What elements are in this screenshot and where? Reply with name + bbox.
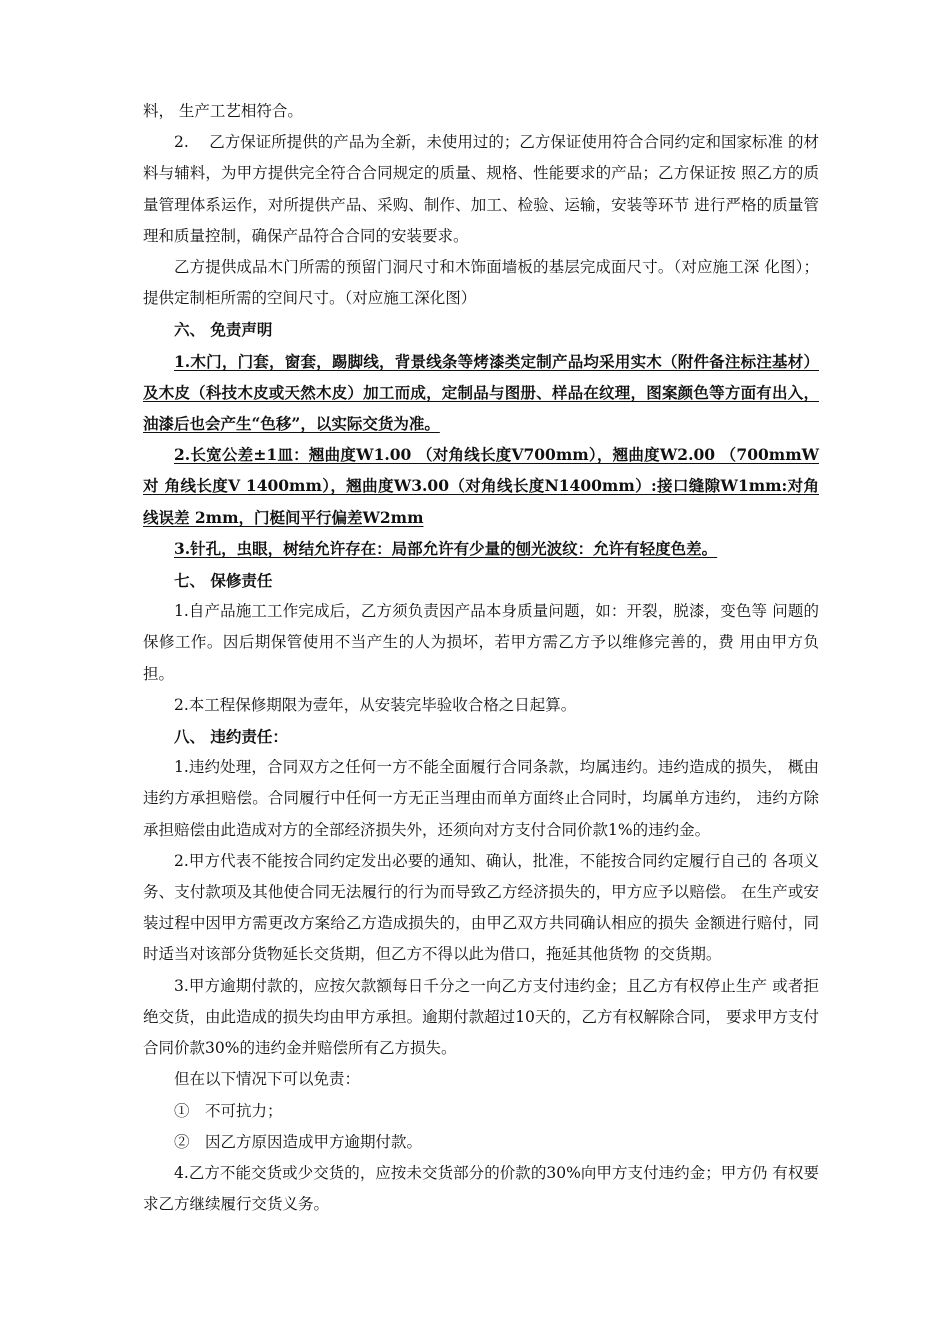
exemption-item-2: ② 因乙方原因造成甲方逾期付款。 <box>174 1132 423 1151</box>
breach-item-3: 3.甲方逾期付款的，应按欠款额每日千分之一向乙方支付违约金；且乙方有权停止生产 或者拒绝交货，由此造成的损失均由甲方承担。逾期付款超过10天的，乙方有权解除合同， 要求甲方支付合同价款30%的违约金并赔偿所有乙方损失。 <box>143 976 819 1058</box>
breach-item-1: 1.违约处理，合同双方之任何一方不能全面履行合同条款，均属违约。违约造成的损失， 概由违约方承担赔偿。合同履行中任何一方无正当理由而单方面终止合同时，均属单方违约， 违约方除承担赔偿由此造成对方的全部经济损失外，还须向对方支付合同价款1%的违约金。 <box>143 758 819 839</box>
breach-item-2: 2.甲方代表不能按合同约定发出必要的通知、确认，批准，不能按合同约定履行自己的 各项义务、支付款项及其他使合同无法履行的行为而导致乙方经济损失的，甲方应予以赔偿。 在生产或安装过程中因甲方需更改方案给乙方造成损失的，由甲乙双方共同确认相应的损失 金额进行赔付，同时适当对该部分货物延长交货期，但乙方不得以此为借口，拖延其他货物 的交货期。 <box>143 851 819 964</box>
paragraph-quality-guarantee: 2. 乙方保证所提供的产品为全新，未使用过的；乙方保证使用符合合同约定和国家标准 的材料与辅料，为甲方提供完全符合合同规定的质量、规格、性能要求的产品；乙方保证按 照乙方的质量管理体系运作，对所提供产品、采购、制作、加工、检验、运输，安装等环节 进行严格的质量管理和质量控制，确保产品符合合同的安装要求。 <box>143 133 819 245</box>
section-heading-disclaimer: 六、 免责声明 <box>174 320 273 340</box>
disclaimer-item-3-wrapper <box>143 533 819 565</box>
section-heading-warranty: 七、 保修责任 <box>174 571 273 591</box>
section-heading-breach: 八、 违约责任： <box>174 727 288 747</box>
disclaimer-item-1: 1.木门，门套，窗套，踢脚线，背景线条等烤漆类定制产品均采用实木（附件备注标注基材）及木皮（科技木皮或天然木皮）加工而成，定制品与图册、样品在纹理，图案颜色等方面有出入，油漆后也会产生“色移”，以实际交货为准。 <box>143 351 819 434</box>
paragraph-continuation: 料， 生产工艺相符合。 <box>143 102 303 120</box>
exemption-item-1: ① 不可抗力； <box>174 1101 283 1120</box>
disclaimer-item-3: 3.针孔，虫眼，树结允许存在：局部允许有少量的刨光波纹：允许有轻度色差。 <box>174 538 718 558</box>
warranty-item-2: 2.本工程保修期限为壹年，从安装完毕验收合格之日起算。 <box>174 695 577 714</box>
disclaimer-item-2: 2.长宽公差±1皿：翘曲度W1.00 （对角线长度V700mm），翘曲度W2.00 （700mmW对 角线长度V 1400mm），翘曲度W3.00（对角线长度N1400mm）:接口缝隙W1mm:对角线误差 2mm，门梃间平行偏差W2mm <box>143 445 819 527</box>
warranty-item-1: 1.自产品施工工作完成后，乙方须负责因产品本身质量问题，如：开裂，脱漆，变色等 问题的保修工作。因后期保管使用不当产生的人为损坏，若甲方需乙方予以维修完善的，费 用由甲方负担。 <box>143 602 819 683</box>
paragraph-dimensions: 乙方提供成品木门所需的预留门洞尺寸和木饰面墙板的基层完成面尺寸。（对应施工深 化图）；提供定制柜所需的空间尺寸。（对应施工深化图） <box>143 258 819 308</box>
breach-item-4: 4.乙方不能交货或少交货的，应按未交货部分的价款的30%向甲方支付违约金；甲方仍 有权要求乙方继续履行交货义务。 <box>143 1163 819 1214</box>
exemption-intro: 但在以下情况下可以免责： <box>174 1070 361 1089</box>
